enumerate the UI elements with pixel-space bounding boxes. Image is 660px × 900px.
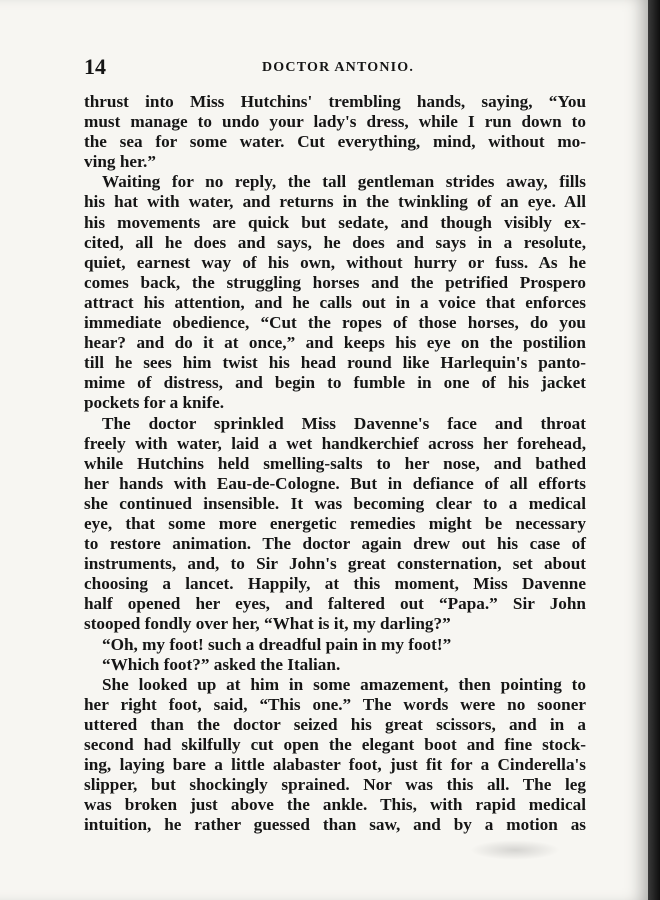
- page-header: [84, 54, 596, 84]
- text-line: stooped fondly over her, “What is it, my darling?”: [84, 614, 451, 634]
- text-line: thrust into Miss Hutchins' trembling hands, saying, “You: [84, 92, 586, 111]
- text-line: comes back, the struggling horses and the petrified Prospero: [84, 272, 586, 292]
- text-line: “Which foot?” asked the Italian.: [102, 654, 341, 674]
- text-line: his hat with water, and returns in the twinkling of an eye. All: [84, 192, 586, 212]
- text-line: till he sees him twist his head round like Harlequin's panto-: [84, 353, 586, 373]
- text-line: she continued insensible. It was becoming clear to a medical: [84, 493, 586, 513]
- text-line: attract his attention, and he calls out in a voice that enforces: [84, 292, 586, 312]
- text-line: choosing a lancet. Happily, at this moment, Miss Davenne: [84, 574, 586, 594]
- text-line: ving her.”: [84, 152, 156, 172]
- text-line: slipper, but shockingly sprained. Nor was this all. The leg: [84, 775, 586, 795]
- text-line: Waiting for no reply, the tall gentleman strides away, fills: [102, 172, 586, 192]
- text-line: while Hutchins held smelling-salts to her nose, and bathed: [84, 453, 586, 473]
- text-line: quiet, earnest way of his own, without hurry or fuss. As he: [84, 252, 586, 272]
- text-line: his movements are quick but sedate, and though visibly ex-: [84, 212, 586, 232]
- text-line: second had skilfully cut open the elegant boot and fine stock-: [84, 735, 586, 754]
- text-line: cited, all he does and says, he does and says in a resolute,: [84, 232, 586, 252]
- text-line: mime of distress, and begin to fumble in one of his jacket: [84, 373, 586, 393]
- text-line: pockets for a knife.: [84, 393, 225, 413]
- text-line: ing, laying bare a little alabaster foot, just fit for a Cinderella's: [84, 755, 586, 775]
- text-line: “Oh, my foot! such a dreadful pain in my foot!”: [102, 634, 452, 654]
- text-line: uttered than the doctor seized his great scissors, and in a: [84, 714, 586, 734]
- text-line: half opened her eyes, and faltered out “Papa.” Sir John: [84, 594, 586, 614]
- text-line: She looked up at him in some amazement, then pointing to: [102, 674, 586, 694]
- text-line: her hands with Eau-de-Cologne. But in defiance of all efforts: [84, 473, 586, 493]
- text-line: the sea for some water. Cut everything, mind, without mo-: [84, 132, 586, 152]
- text-line: freely with water, laid a wet handkerchief across her forehead,: [84, 433, 586, 453]
- ink-smudge: [470, 840, 560, 860]
- text-line: her right foot, said, “This one.” The words were no sooner: [84, 694, 586, 714]
- text-line: must manage to undo your lady's dress, while I run down to: [84, 112, 586, 132]
- text-line: to restore animation. The doctor again drew out his case of: [84, 534, 586, 554]
- text-line: was broken just above the ankle. This, with rapid medical: [84, 795, 586, 815]
- text-line: immediate obedience, “Cut the ropes of those horses, do you: [84, 313, 586, 333]
- page-edge-shadow: [648, 0, 660, 900]
- text-line: intuition, he rather guessed than saw, and by a motion as: [84, 815, 586, 835]
- text-line: eye, that some more energetic remedies might be necessary: [84, 513, 586, 533]
- text-line: The doctor sprinkled Miss Davenne's face and throat: [102, 413, 586, 433]
- text-line: instruments, and, to Sir John's great consternation, set about: [84, 554, 586, 574]
- running-title: DOCTOR ANTONIO.: [262, 60, 415, 75]
- page-number: 14: [84, 54, 106, 79]
- text-line: hear? and do it at once,” and keeps his eye on the postilion: [84, 333, 586, 353]
- body-text: [84, 92, 586, 835]
